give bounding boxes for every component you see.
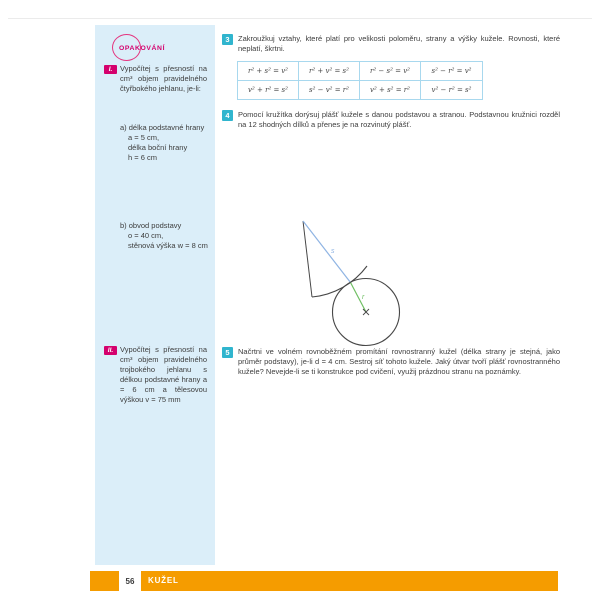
equation-cell: s² − r² = v² — [421, 62, 482, 81]
equation-cell: v² + r² = s² — [238, 81, 299, 99]
task-i-part-a-line: h = 6 cm — [128, 153, 157, 162]
equations-table — [237, 61, 483, 100]
task-i-part-b-line: stěnová výška w = 8 cm — [128, 241, 208, 250]
review-badge — [119, 37, 165, 59]
task-ii-badge: II. — [104, 346, 117, 355]
review-badge-label: OPAKOVÁNÍ — [119, 45, 166, 52]
equation-cell: r² + v² = s² — [299, 62, 360, 81]
sector-edge-line — [303, 221, 312, 297]
equation-cell: r² + s² = v² — [238, 62, 299, 81]
task-i — [104, 64, 207, 94]
radius-label: r — [362, 294, 365, 301]
equation-cell: r² − s² = v² — [360, 62, 421, 81]
task-i-part-a-line: a = 5 cm, — [128, 133, 160, 142]
slant-line — [303, 221, 351, 283]
cone-net-figure — [285, 195, 425, 360]
task-4-text: Pomocí kružítka dorýsuj plášť kužele s danou podstavou a stranou. Podstavnou kružnici rozděl na 12 shodných dílků a přenes je na rozvinutý plášť. — [238, 110, 560, 129]
page-number: 56 — [119, 571, 141, 591]
task-i-part-a — [120, 123, 212, 163]
task-i-part-b-line: b) obvod podstavy — [120, 221, 182, 230]
task-3-badge: 3 — [222, 34, 233, 45]
equation-cell: s² − v² = r² — [299, 81, 360, 99]
task-5 — [222, 347, 560, 377]
task-4-badge: 4 — [222, 110, 233, 121]
task-i-part-a-line: délka boční hrany — [128, 143, 188, 152]
task-4 — [222, 110, 560, 130]
task-i-text: Vypočítej s přesností na cm³ objem pravidelného čtyřbokého jehlanu, je-li: — [120, 64, 207, 93]
task-3-text: Zakroužkuj vztahy, které platí pro velikosti poloměru, strany a výšky kužele. Rovnosti, které neplatí, škrtni. — [238, 34, 560, 53]
task-i-part-b — [120, 221, 212, 251]
task-3 — [222, 34, 560, 54]
slant-label: s — [331, 248, 335, 255]
page-edge-line — [8, 18, 592, 19]
task-ii-text: Vypočítej s přesností na cm³ objem pravidelného trojbokého jehlanu s délkou podstavné hrany a = 6 cm a tělesovou výškou v = 75 mm — [120, 345, 207, 404]
task-i-part-b-line: o = 40 cm, — [128, 231, 164, 240]
equation-cell: v² + s² = r² — [360, 81, 421, 99]
task-5-text: Načrtni ve volném rovnoběžném promítání rovnostranný kužel (délka strany je stejná, jako průměr podstavy), je-li d = 4 cm. Sestroj síť tohoto kužele. Jaký útvar tvoří plášť rovnostranného kužele? Nevejde-li se ti konstrukce pod cvičení, využij prázdnou stranu na poznámky. — [238, 347, 560, 376]
task-i-part-a-line: a) délka podstavné hrany — [120, 123, 205, 132]
footer-bar — [90, 571, 558, 591]
chapter-title: KUŽEL — [148, 576, 179, 585]
task-5-badge: 5 — [222, 347, 233, 358]
review-panel — [95, 25, 215, 565]
task-ii — [104, 345, 207, 405]
task-i-badge: I. — [104, 65, 117, 74]
equation-cell: v² − r² = s² — [431, 86, 472, 94]
